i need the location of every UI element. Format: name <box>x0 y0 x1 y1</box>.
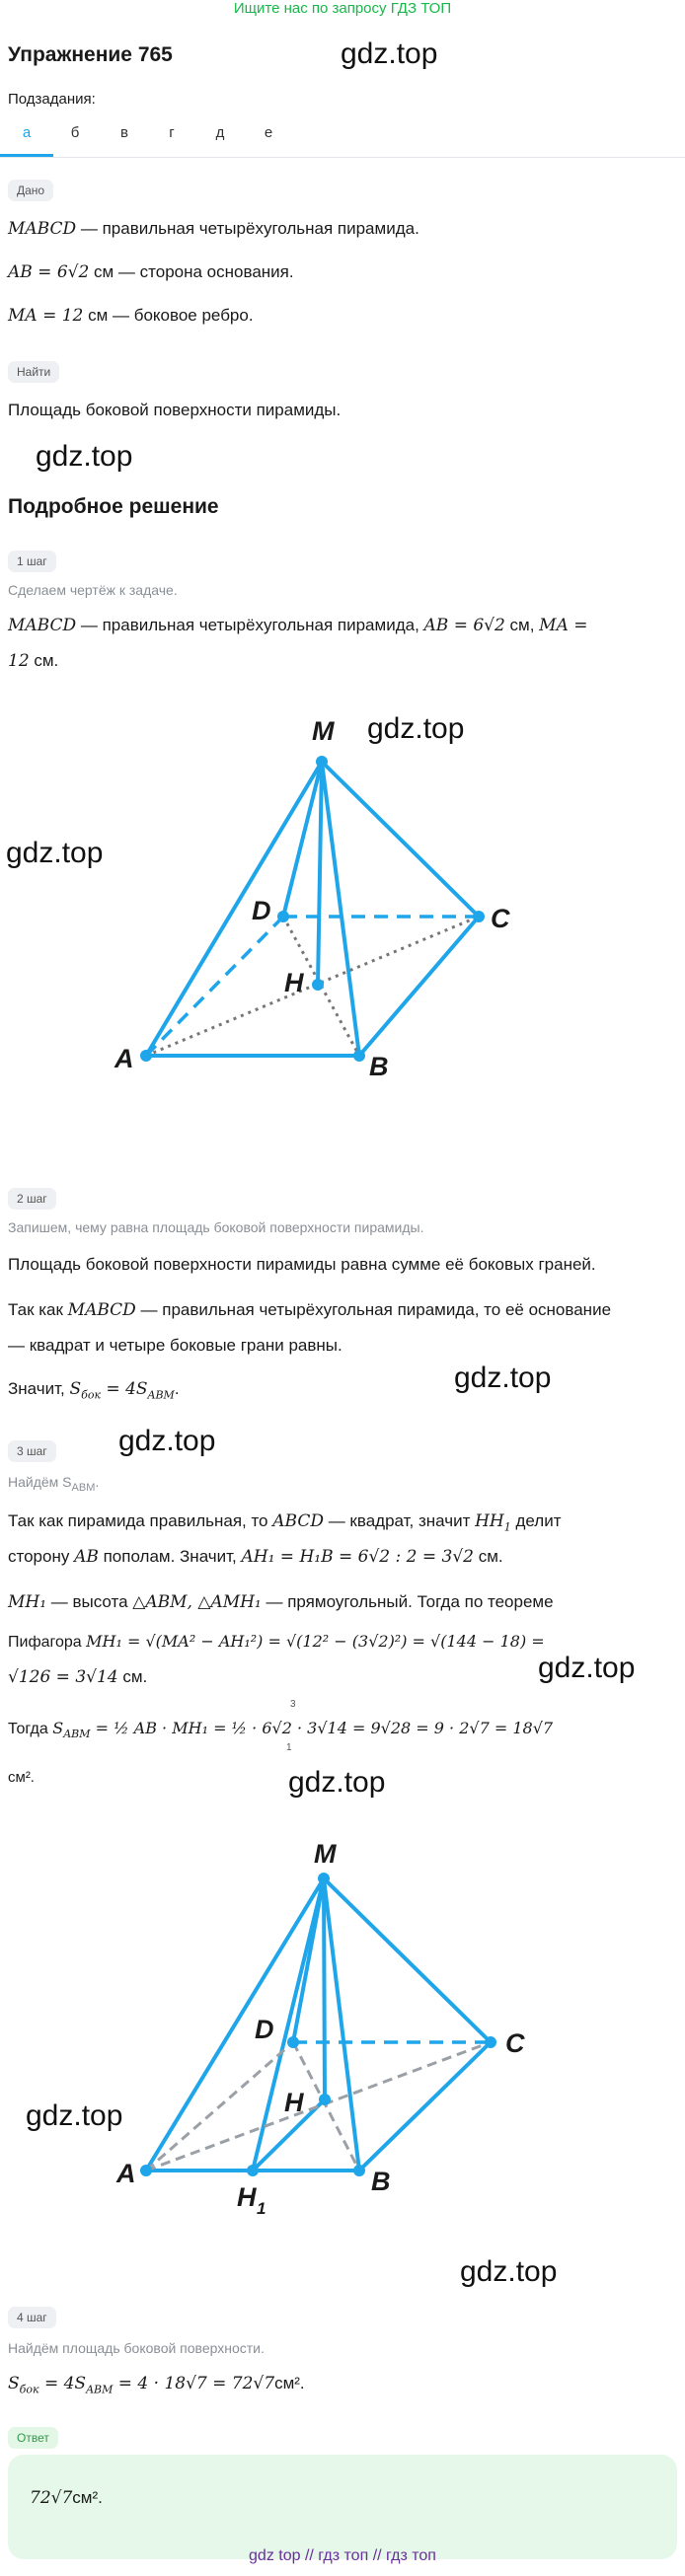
edge-BC <box>359 917 479 1056</box>
answer-text: 72√7см². <box>30 2488 103 2508</box>
given-chip: Дано <box>8 180 53 201</box>
label-C: C <box>505 2028 525 2058</box>
label-M: M <box>314 1839 337 1869</box>
given-line-1: MABCD — правильная четырёхугольная пирамида. <box>8 219 419 239</box>
solution-title: Подробное решение <box>8 495 219 518</box>
step1-caption: Сделаем чертёж к задаче. <box>8 582 178 598</box>
step2-line-2: Так как MABCD — правильная четырёхугольная пирамида, то её основание <box>8 1300 612 1320</box>
height-MH <box>318 762 322 985</box>
label-H: H <box>284 2088 304 2117</box>
step2-line-4: Значит, $S_{бок} = 4S_{ABM}$. <box>8 1379 180 1402</box>
step2-caption: Запишем, чему равна площадь боковой поверхности пирамиды. <box>8 1219 424 1235</box>
pyramid-figure-1 <box>0 691 685 1105</box>
tab-v[interactable]: в <box>120 124 128 141</box>
step3-p5: √126 = 3√14 см. <box>8 1667 148 1687</box>
tab-a[interactable]: а <box>22 124 32 141</box>
watermark: gdz.top <box>6 837 104 869</box>
step3-p4: Пифагора MH₁ = √(MA² − AH₁²) = √(12² − (3√2)²) = √(144 − 18) = <box>8 1632 545 1651</box>
subtask-tabs <box>0 118 685 158</box>
label-D: D <box>252 896 271 925</box>
answer-chip: Ответ <box>8 2427 58 2449</box>
step2-chip: 2 шаг <box>8 1188 56 1210</box>
watermark: gdz.top <box>288 1766 386 1799</box>
step3-p1: Так как пирамида правильная, то ABCD — квадрат, значит $HH_1$ делит <box>8 1511 562 1534</box>
watermark: gdz.top <box>460 2255 558 2288</box>
edge-MC <box>322 762 479 917</box>
tab-e[interactable]: е <box>264 124 273 141</box>
given-line-3: MA = 12 см — боковое ребро. <box>8 306 254 326</box>
watermark: gdz.top <box>454 1362 552 1394</box>
step4-caption: Найдём площадь боковой поверхности. <box>8 2340 265 2356</box>
label-H1-index: 1 <box>257 2199 266 2218</box>
given-line-2: AB = 6√2 см — сторона основания. <box>8 262 294 282</box>
label-D: D <box>255 2015 274 2044</box>
subtasks-label: Подзадания: <box>8 91 96 108</box>
step3-p2: сторону AB пополам. Значит, AH₁ = H₁B = 6√2 : 2 = 3√2 см. <box>8 1547 503 1567</box>
watermark: gdz.top <box>341 37 438 70</box>
edge-BC <box>359 2042 491 2171</box>
watermark: gdz.top <box>118 1425 216 1457</box>
find-chip: Найти <box>8 361 59 383</box>
step3-caption: Найдём $S_{ABM}$. <box>8 1474 100 1494</box>
step4-chip: 4 шаг <box>8 2307 56 2328</box>
step2-line-3: — квадрат и четыре боковые грани равны. <box>8 1336 342 1355</box>
label-B: B <box>371 2167 391 2196</box>
cancel-top: 3 <box>290 1699 296 1710</box>
answer-box <box>8 2455 677 2559</box>
step4-formula: $S_{бок} = 4S_{ABM} = 4 \cdot 18√7 = 72√7см^2$. <box>8 2374 305 2396</box>
tab-g[interactable]: г <box>169 124 175 141</box>
watermark: gdz.top <box>36 440 133 473</box>
label-H: H <box>284 968 304 997</box>
tab-b[interactable]: б <box>70 124 80 141</box>
footer-links[interactable]: gdz top // гдз топ // гдз топ <box>249 2547 436 2564</box>
step3-p6: Тогда $S_{ABM}$ = ½ AB · MH₁ = ½ · 6√2 · 3√14 = 9√28 = 9 · 2√7 = 18√7 <box>8 1719 554 1741</box>
active-tab-indicator <box>0 154 53 157</box>
watermark: gdz.top <box>538 1652 636 1684</box>
edge-MD <box>283 762 322 917</box>
pyramid-figure-2 <box>0 1835 685 2230</box>
edge-MA <box>146 762 322 1056</box>
label-A: A <box>114 1044 134 1073</box>
label-B: B <box>369 1052 389 1081</box>
edge-MB <box>322 762 359 1056</box>
label-M: M <box>312 716 335 746</box>
page-title: Упражнение 765 <box>8 43 173 66</box>
cancel-bottom: 1 <box>286 1742 292 1753</box>
watermark: gdz.top <box>26 2099 123 2132</box>
edge-MC <box>324 1878 491 2042</box>
label-H1: H <box>237 2182 257 2212</box>
height-MH <box>324 1878 325 2099</box>
watermark: gdz.top <box>367 712 465 745</box>
label-C: C <box>491 904 510 933</box>
search-banner[interactable]: Ищите нас по запросу ГДЗ ТОП <box>233 0 452 17</box>
step1-text: MABCD — правильная четырёхугольная пирамида, AB = 6√2 см, MA = <box>8 616 588 635</box>
step3-chip: 3 шаг <box>8 1440 56 1462</box>
edge-MB <box>324 1878 359 2171</box>
find-text: Площадь боковой поверхности пирамиды. <box>8 401 342 419</box>
tab-d[interactable]: д <box>215 124 225 141</box>
step1-chip: 1 шаг <box>8 551 56 572</box>
step3-p7: см². <box>8 1769 35 1786</box>
step1-text-2: 12 см. <box>8 651 59 671</box>
step3-p3: MH₁ — высота △ABM, △AMH₁ — прямоугольный. Тогда по теореме <box>8 1592 554 1612</box>
step2-line-1: Площадь боковой поверхности пирамиды равна сумме её боковых граней. <box>8 1255 596 1274</box>
label-A: A <box>116 2159 136 2188</box>
